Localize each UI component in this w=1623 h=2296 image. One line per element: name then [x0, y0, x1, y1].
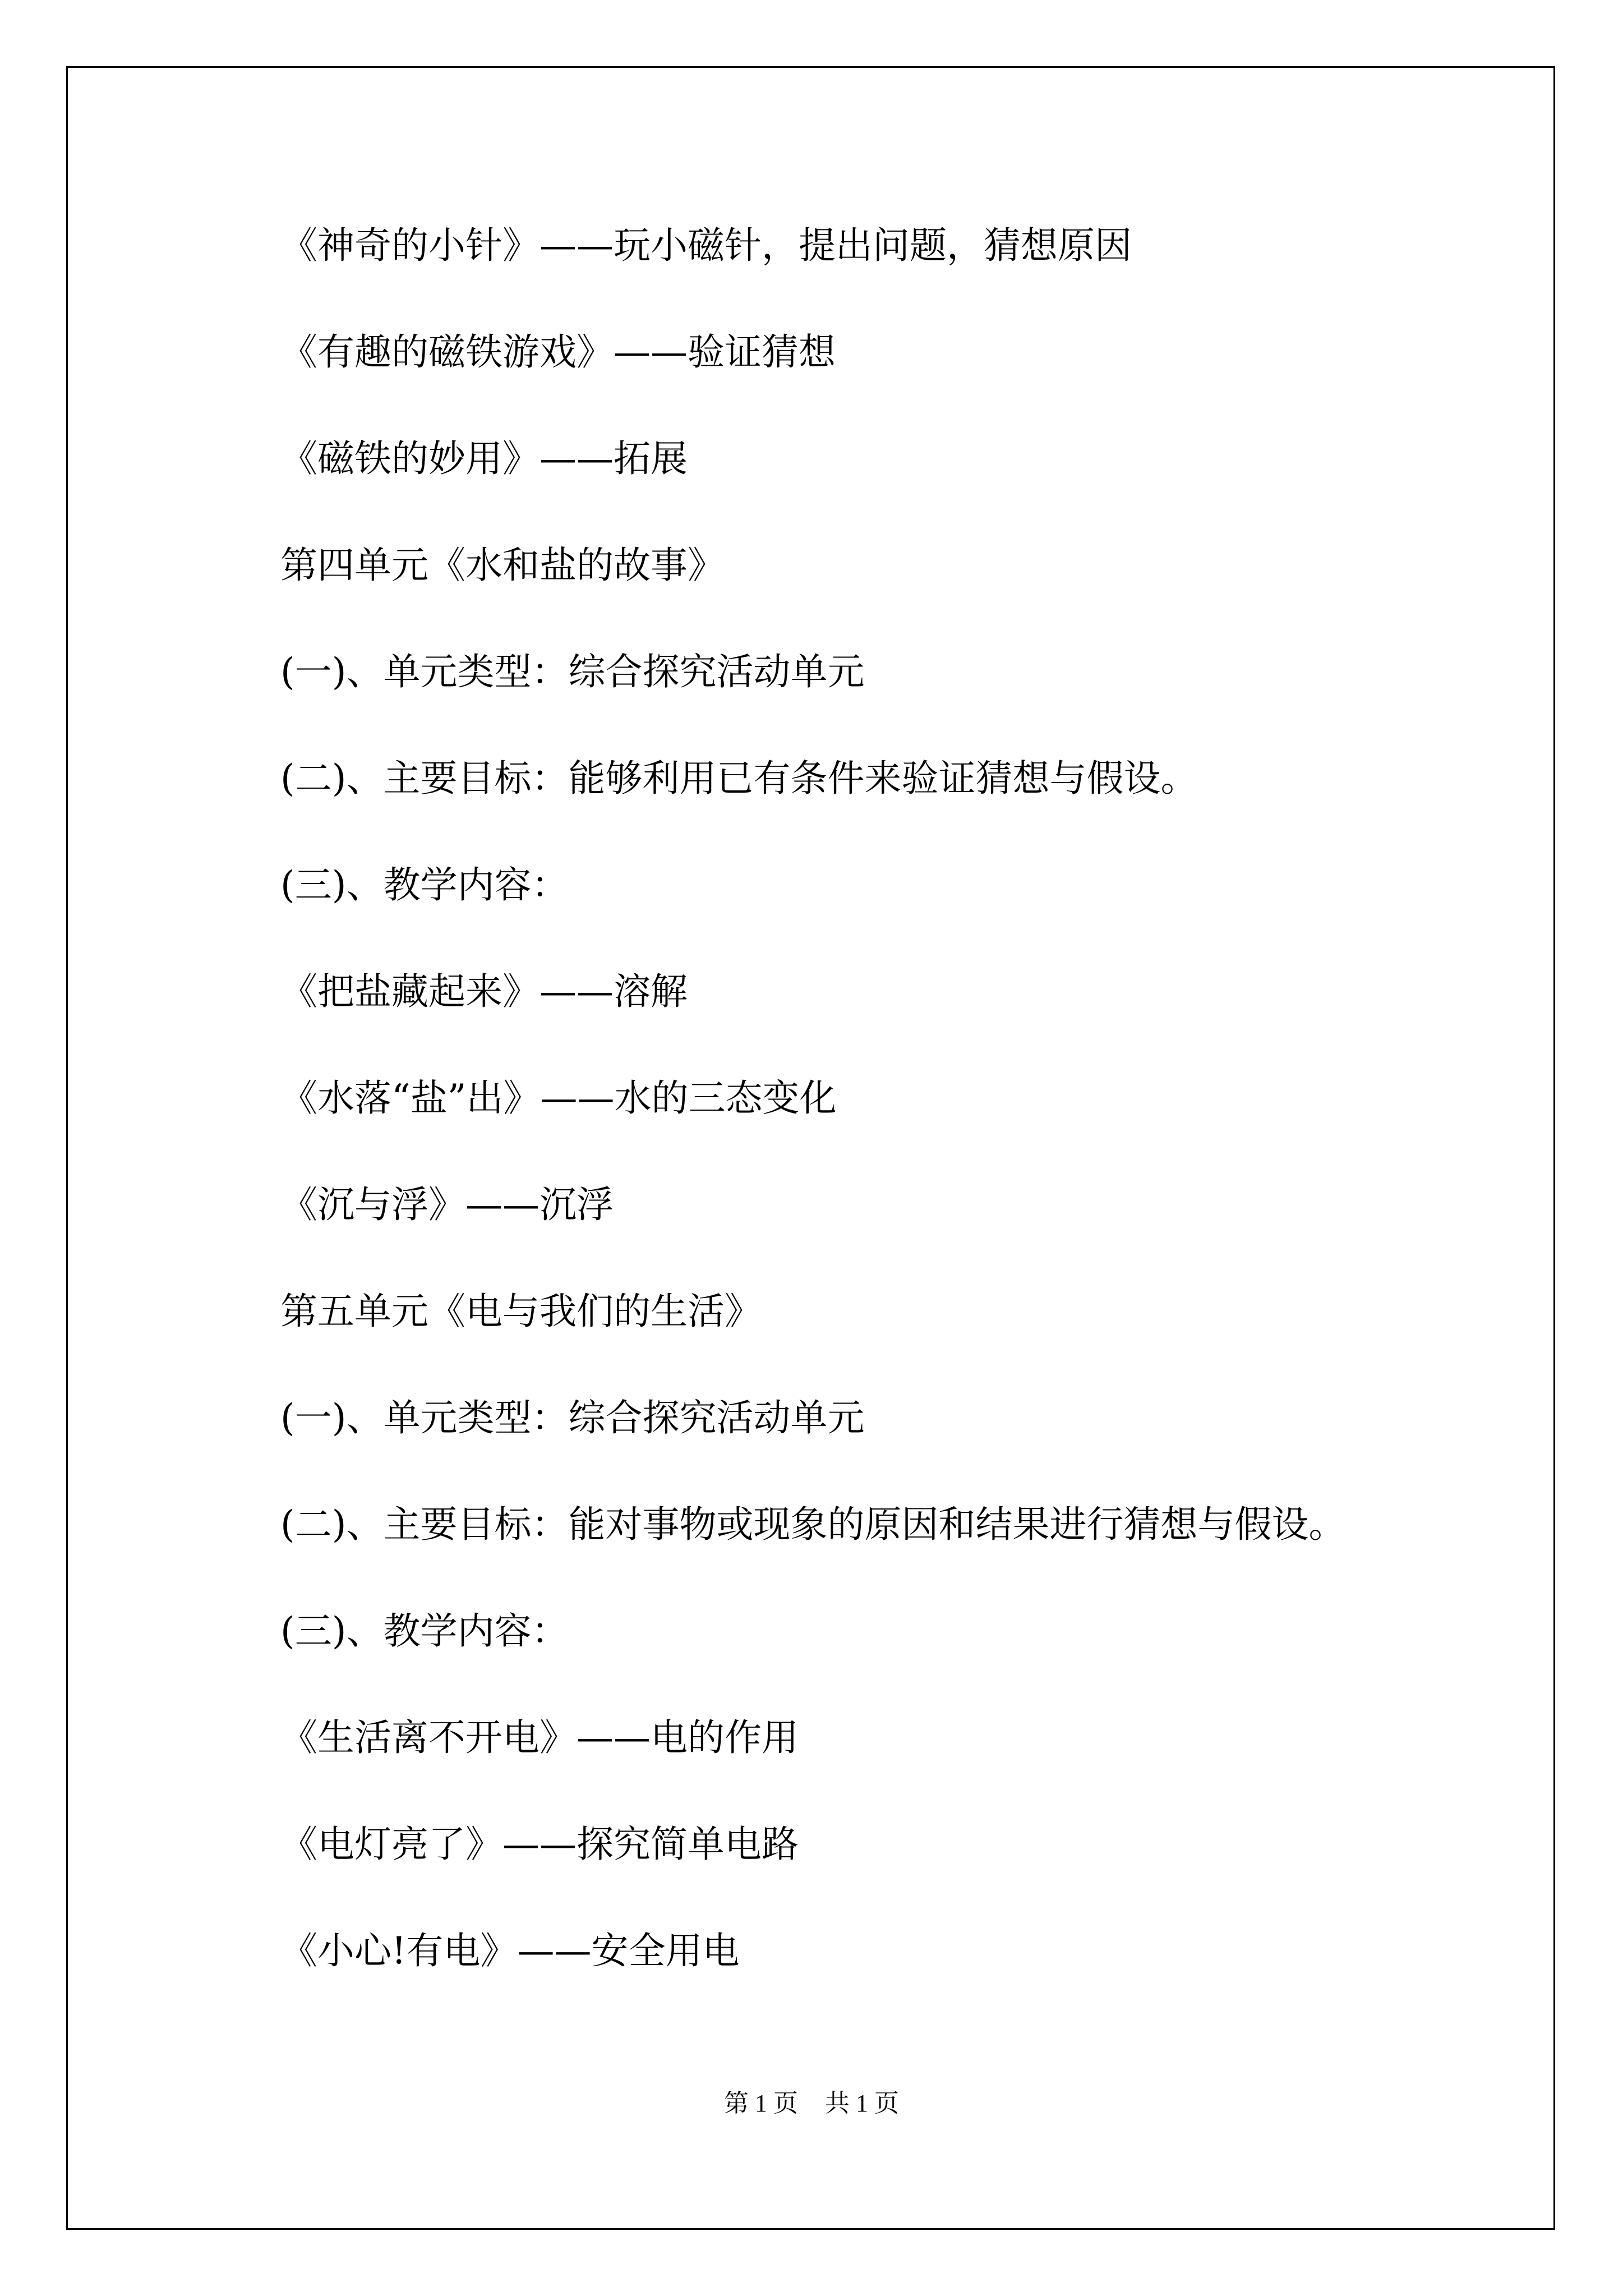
text-line: (二)、主要目标：能够利用已有条件来验证猜想与假设。 — [280, 757, 1198, 800]
page-footer — [0, 2087, 1623, 2120]
text-line: 《有趣的磁铁游戏》——验证猜想 — [280, 330, 836, 374]
text-line: (三)、教学内容： — [280, 1609, 569, 1653]
text-line: (二)、主要目标：能对事物或现象的原因和结果进行猜想与假设。 — [280, 1503, 1346, 1546]
unit-heading: 第四单元《水和盐的故事》 — [280, 544, 725, 587]
unit-heading: 第五单元《电与我们的生活》 — [280, 1290, 762, 1333]
document-body — [280, 223, 1542, 2035]
text-line: (一)、单元类型：综合探究活动单元 — [280, 650, 865, 693]
text-line: 《神奇的小针》——玩小磁针，提出问题，猜想原因 — [280, 224, 1132, 267]
page-number: 第 1 页 — [724, 2090, 798, 2117]
text-line: 《水落“盐”出》——水的三态变化 — [280, 1076, 837, 1120]
text-line: 《磁铁的妙用》——拓展 — [280, 437, 688, 480]
text-line: 《小心!有电》——安全用电 — [280, 1929, 740, 1972]
text-line: 《生活离不开电》——电的作用 — [280, 1716, 799, 1759]
text-line: 《把盐藏起来》——溶解 — [280, 970, 688, 1013]
text-line: 《沉与浮》——沉浮 — [280, 1183, 614, 1226]
text-line: (三)、教学内容： — [280, 863, 569, 907]
text-line: (一)、单元类型：综合探究活动单元 — [280, 1396, 865, 1439]
page-total: 共 1 页 — [825, 2090, 899, 2117]
text-line: 《电灯亮了》——探究简单电路 — [280, 1823, 799, 1866]
